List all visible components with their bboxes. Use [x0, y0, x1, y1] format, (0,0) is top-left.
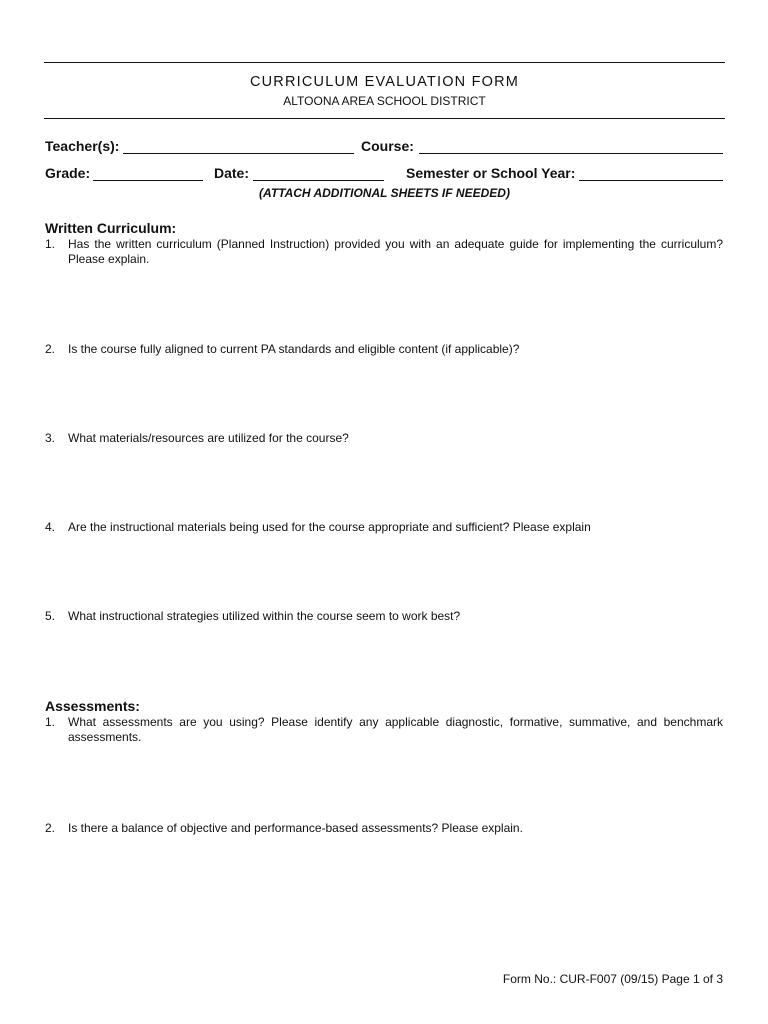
question-number: 4. — [45, 520, 56, 534]
written-curriculum-heading: Written Curriculum: — [45, 220, 177, 236]
question-number: 1. — [45, 715, 56, 729]
written-question-4 — [45, 520, 723, 535]
district-name: ALTOONA AREA SCHOOL DISTRICT — [283, 94, 486, 108]
grade-field[interactable] — [93, 180, 203, 181]
written-question-3 — [45, 431, 723, 446]
semester-field[interactable] — [579, 180, 723, 181]
date-field[interactable] — [253, 180, 384, 181]
form-number-footer: Form No.: CUR-F007 (09/15) Page 1 of 3 — [502, 972, 723, 986]
date-label: Date: — [214, 165, 250, 181]
teacher-label: Teacher(s): — [45, 138, 120, 154]
written-question-5 — [45, 609, 723, 624]
question-number: 2. — [45, 342, 56, 356]
assessment-question-1 — [45, 715, 723, 745]
question-text: Are the instructional materials being used for the course appropriate and sufficient? Please explain — [68, 520, 591, 534]
written-question-1 — [45, 237, 723, 267]
course-field[interactable] — [419, 153, 723, 154]
teacher-field[interactable] — [123, 153, 354, 154]
question-text: What assessments are you using? Please identify any applicable diagnostic, formative, summative, and benchmark assessments. — [68, 715, 723, 744]
question-text: What instructional strategies utilized within the course seem to work best? — [68, 609, 461, 623]
attach-note: (ATTACH ADDITIONAL SHEETS IF NEEDED) — [259, 186, 510, 200]
question-number: 1. — [45, 237, 56, 251]
top-rule — [44, 62, 725, 63]
assessments-heading: Assessments: — [45, 698, 140, 714]
grade-label: Grade: — [45, 165, 91, 181]
question-text: Is there a balance of objective and performance-based assessments? Please explain. — [68, 821, 523, 835]
header-bottom-rule — [44, 118, 725, 119]
question-text: Has the written curriculum (Planned Instruction) provided you with an adequate guide for implementing the curriculum? Please explain. — [68, 237, 723, 266]
course-label: Course: — [361, 138, 414, 154]
semester-label: Semester or School Year: — [406, 165, 576, 181]
question-number: 5. — [45, 609, 56, 623]
question-number: 2. — [45, 821, 56, 835]
written-question-2 — [45, 342, 723, 357]
question-text: Is the course fully aligned to current PA standards and eligible content (if applicable)? — [68, 342, 520, 356]
question-number: 3. — [45, 431, 56, 445]
question-text: What materials/resources are utilized for the course? — [68, 431, 349, 445]
form-title: CURRICULUM EVALUATION FORM — [249, 74, 520, 90]
assessment-question-2 — [45, 821, 723, 836]
